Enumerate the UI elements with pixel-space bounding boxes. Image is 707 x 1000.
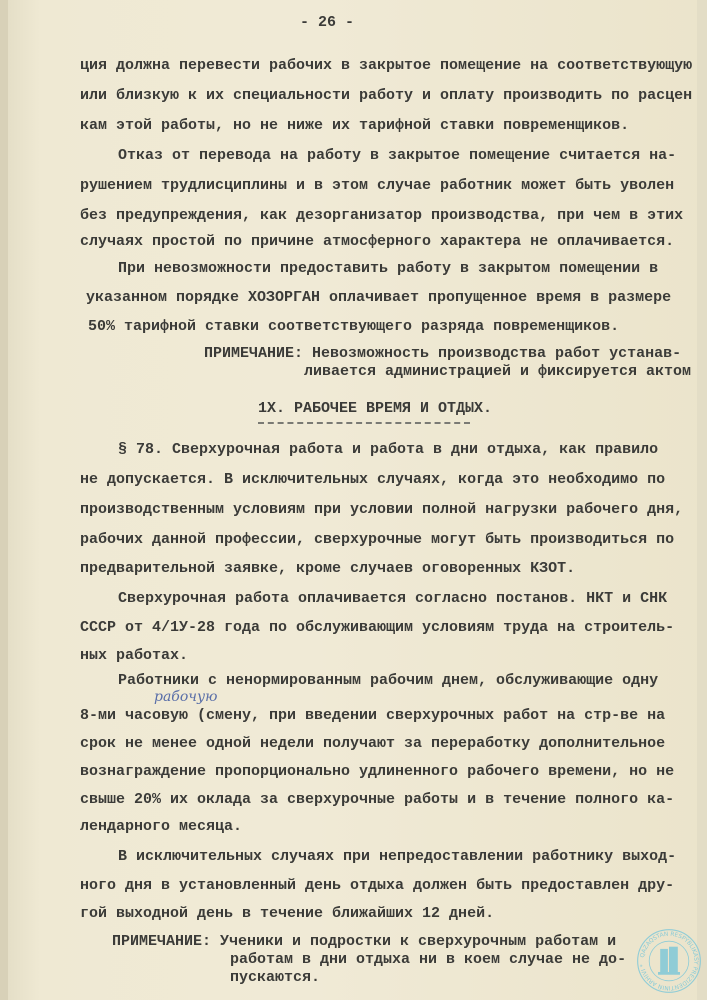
archive-stamp bbox=[636, 928, 702, 994]
section-heading: 1Х. РАБОЧЕЕ ВРЕМЯ И ОТДЫХ. bbox=[258, 400, 493, 417]
text-line: кам этой работы, но не ниже их тарифной ставки повременщиков. bbox=[80, 117, 630, 134]
text-line: ных работах. bbox=[80, 647, 189, 664]
note-line: пускаются. bbox=[230, 969, 321, 986]
note-line: работам в дни отдыха ни в коем случае не до- bbox=[230, 951, 627, 968]
text-line: § 78. Сверхурочная работа и работа в дни отдыха, как правило bbox=[118, 441, 659, 458]
text-line: срок не менее одной недели получают за переработку дополнительное bbox=[80, 735, 666, 752]
note-label-line: ПРИМЕЧАНИЕ: Невозможность производства работ устанав- bbox=[204, 345, 682, 362]
text-line: свыше 20% их оклада за сверхурочные работы и в течение полного ка- bbox=[80, 791, 675, 808]
text-line: ция должна перевести рабочих в закрытое помещение на соответствующую bbox=[80, 57, 693, 74]
text-line: без предупреждения, как дезорганизатор производства, при чем в этих bbox=[80, 207, 684, 224]
text-line: лендарного месяца. bbox=[80, 818, 243, 835]
text-line: рабочих данной профессии, сверхурочные могут быть производиться по bbox=[80, 531, 675, 548]
svg-text:QAZAQSTAN RESPÝBLIKASY PREZIDE: QAZAQSTAN RESPÝBLIKASY PREZIDENTINIŃ ARHIVI * bbox=[639, 931, 699, 991]
page-right-edge bbox=[697, 0, 707, 1000]
text-line: не допускается. В исключительных случаях, когда это необходимо по bbox=[80, 471, 666, 488]
text-line: Работники с ненормированным рабочим днем, обслуживающие одну bbox=[118, 672, 659, 689]
text-line: указанном порядке ХОЗОРГАН оплачивает пропущенное время в размере bbox=[86, 289, 672, 306]
note-line: ливается администрацией и фиксируется актом bbox=[304, 363, 692, 380]
text-line: Отказ от перевода на работу в закрытое помещение считается на- bbox=[118, 147, 677, 164]
text-line: рушением трудлисциплины и в этом случае работник может быть уволен bbox=[80, 177, 675, 194]
handwritten-note: рабочую bbox=[154, 689, 218, 705]
text-line: или близкую к их специальности работу и оплату производить по расцен bbox=[80, 87, 693, 104]
text-line: вознаграждение пропорционально удлиненного рабочего времени, но не bbox=[80, 763, 675, 780]
text-line: 50% тарифной ставки соответствующего разряда повременщиков. bbox=[88, 318, 620, 335]
building-icon bbox=[658, 947, 680, 975]
text-line: В исключительных случаях при непредоставлении работнику выход- bbox=[118, 848, 677, 865]
heading-underline bbox=[258, 422, 470, 424]
text-line: 8-ми часовую (смену, при введении сверхурочных работ на стр-ве на bbox=[80, 707, 666, 724]
text-line: СССР от 4/1У-28 года по обслуживающим условиям труда на строитель- bbox=[80, 619, 675, 636]
page-binding-edge bbox=[0, 0, 8, 1000]
text-line: предварительной заявке, кроме случаев оговоренных КЗОТ. bbox=[80, 560, 576, 577]
text-line: случаях простой по причине атмосферного характера не оплачивается. bbox=[80, 233, 675, 250]
text-line: ного дня в установленный день отдыха должен быть предоставлен дру- bbox=[80, 877, 675, 894]
text-line: Сверхурочная работа оплачивается согласно постанов. НКТ и СНК bbox=[118, 590, 668, 607]
text-line: производственным условиям при условии полной нагрузки рабочего дня, bbox=[80, 501, 684, 518]
text-line: гой выходной день в течение ближайших 12 дней. bbox=[80, 905, 495, 922]
text-line: При невозможности предоставить работу в закрытом помещении в bbox=[118, 260, 659, 277]
page-number: - 26 - bbox=[300, 14, 355, 31]
note-label-line: ПРИМЕЧАНИЕ: Ученики и подростки к сверхурочным работам и bbox=[112, 933, 617, 950]
